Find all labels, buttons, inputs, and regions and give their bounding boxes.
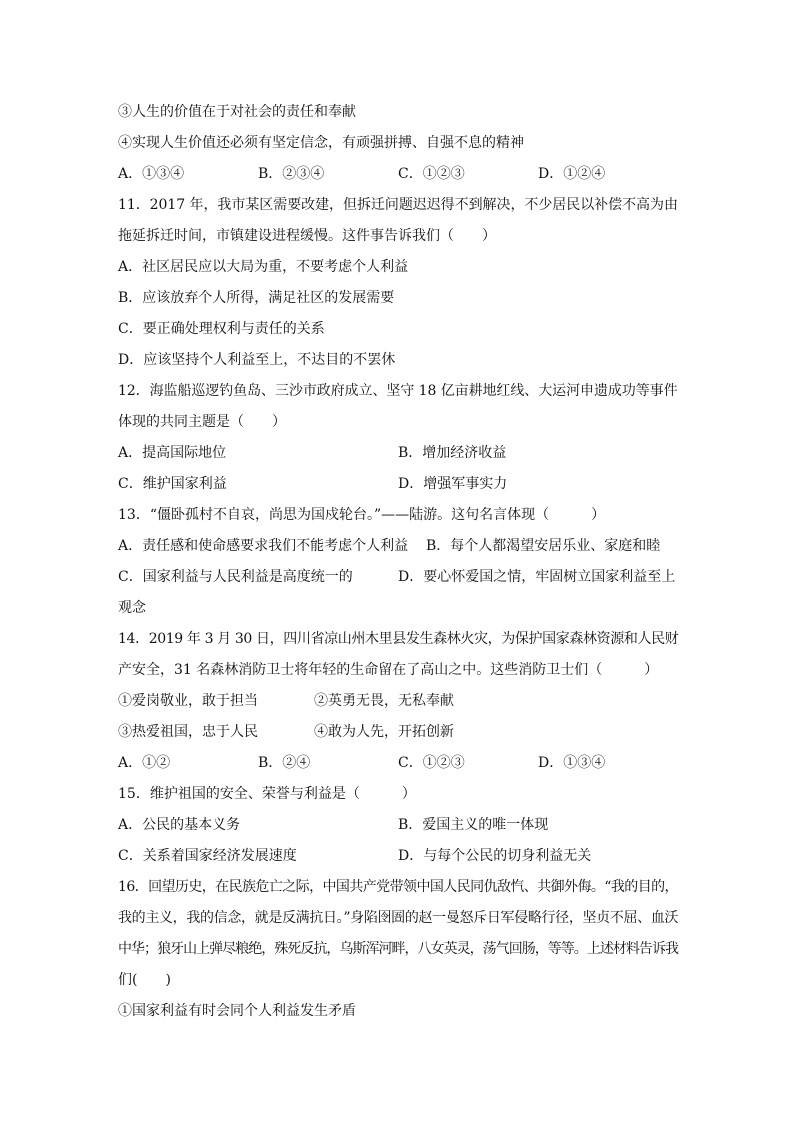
q10-option-a[interactable]: A．①③④ bbox=[118, 166, 185, 182]
q10-options bbox=[118, 159, 678, 190]
q14-stem-line-2: 产安全，31 名森林消防卫士将年轻的生命留在了高山之中。这些消防卫士们（ ） bbox=[118, 662, 659, 678]
q14-option-c[interactable]: C．①②③ bbox=[398, 755, 465, 771]
q14-item-3: ③热爱祖国，忠于人民 bbox=[118, 724, 258, 740]
q12-option-b[interactable]: B．增加经济收益 bbox=[398, 445, 507, 461]
q12-options-row-2 bbox=[118, 469, 678, 500]
q14-items-row-1 bbox=[118, 686, 678, 717]
q11-option-c[interactable]: C．要正确处理权利与责任的关系 bbox=[118, 321, 325, 337]
q12-option-a[interactable]: A．提高国际地位 bbox=[118, 445, 227, 461]
q12-stem-line-2: 体现的共同主题是（ ） bbox=[118, 414, 286, 430]
q14-option-a[interactable]: A．①② bbox=[118, 755, 171, 771]
q14-item-1: ①爱岗敬业，敢于担当 bbox=[118, 693, 258, 709]
q14-item-4: ④敢为人先，开拓创新 bbox=[314, 724, 454, 740]
question-list bbox=[118, 97, 678, 1027]
q14-option-b[interactable]: B．②④ bbox=[258, 755, 311, 771]
q11-option-d[interactable]: D．应该坚持个人利益至上，不达目的不罢休 bbox=[118, 352, 396, 368]
q11-stem-line-1: 11．2017 年，我市某区需要改建，但拆迁问题迟迟得不到解决，不少居民以补偿不高为由 bbox=[118, 197, 678, 213]
q13-stem: 13．“僵卧孤村不自哀，尚思为国戍轮台。”——陆游。这句名言体现（ ） bbox=[118, 507, 606, 523]
q16-item-1: ①国家利益有时会同个人利益发生矛盾 bbox=[118, 1003, 356, 1019]
q15-option-a[interactable]: A．公民的基本义务 bbox=[118, 817, 241, 833]
q14-option-d[interactable]: D．①③④ bbox=[538, 755, 606, 771]
q16-stem-line-3: 中华；狼牙山上弹尽粮绝，殊死反抗，乌斯浑河畔，八女英灵，荡气回肠，等等。上述材料告诉我 bbox=[118, 941, 678, 957]
q10-item-3: ③人生的价值在于对社会的责任和奉献 bbox=[118, 104, 356, 120]
q15-option-c[interactable]: C．关系着国家经济发展速度 bbox=[118, 848, 297, 864]
q15-option-d[interactable]: D．与每个公民的切身利益无关 bbox=[398, 848, 592, 864]
q14-options bbox=[118, 748, 678, 779]
q12-stem-line-1: 12．海监船巡逻钓鱼岛、三沙市政府成立、坚守 18 亿亩耕地红线、大运河申遗成功等事件 bbox=[118, 383, 678, 399]
q10-item-4: ④实现人生价值还必须有坚定信念，有顽强拼搏、自强不息的精神 bbox=[118, 135, 524, 151]
q15-options-row-1 bbox=[118, 810, 678, 841]
q13-option-d[interactable]: D．要心怀爱国之情，牢固树立国家利益至上 bbox=[398, 569, 676, 585]
q11-option-b[interactable]: B．应该放弃个人所得，满足社区的发展需要 bbox=[118, 290, 395, 306]
q16-stem-line-4: 们( ) bbox=[118, 972, 171, 988]
q13-options-row-2 bbox=[118, 562, 678, 593]
q13-option-b[interactable]: B．每个人都渴望安居乐业、家庭和睦 bbox=[426, 538, 661, 554]
q12-options-row-1 bbox=[118, 438, 678, 469]
q13-option-a[interactable]: A．责任感和使命感要求我们不能考虑个人利益 bbox=[118, 538, 409, 554]
q14-items-row-2 bbox=[118, 717, 678, 748]
q10-option-c[interactable]: C．①②③ bbox=[398, 166, 465, 182]
q11-stem-line-2: 拖延拆迁时间，市镇建设进程缓慢。这件事告诉我们（ ） bbox=[118, 228, 496, 244]
q14-item-2: ②英勇无畏，无私奉献 bbox=[314, 693, 454, 709]
q10-option-b[interactable]: B．②③④ bbox=[258, 166, 325, 182]
q15-stem: 15．维护祖国的安全、荣誉与利益是（ ） bbox=[118, 786, 416, 802]
q13-option-c[interactable]: C．国家利益与人民利益是高度统一的 bbox=[118, 569, 353, 585]
q14-stem-line-1: 14．2019 年 3 月 30 日，四川省凉山州木里县发生森林火灾，为保护国家森林资源和人民财 bbox=[118, 631, 679, 647]
q15-option-b[interactable]: B．爱国主义的唯一体现 bbox=[398, 817, 549, 833]
q13-option-d-continued: 观念 bbox=[118, 600, 146, 616]
q12-option-c[interactable]: C．维护国家利益 bbox=[118, 476, 227, 492]
q10-option-d[interactable]: D．①②④ bbox=[538, 166, 606, 182]
q13-options-row-1 bbox=[118, 531, 678, 562]
q16-stem-line-2: 我的主义，我的信念，就是反满抗日。”身陷囹圄的赵一曼怒斥日军侵略行径，坚贞不屈、血沃 bbox=[118, 910, 679, 926]
q11-option-a[interactable]: A．社区居民应以大局为重，不要考虑个人利益 bbox=[118, 259, 409, 275]
q12-option-d[interactable]: D．增强军事实力 bbox=[398, 476, 508, 492]
q16-stem-line-1: 16．回望历史，在民族危亡之际，中国共产党带领中国人民同仇敌忾、共御外侮。“我的目的， bbox=[118, 879, 678, 895]
q15-options-row-2 bbox=[118, 841, 678, 872]
